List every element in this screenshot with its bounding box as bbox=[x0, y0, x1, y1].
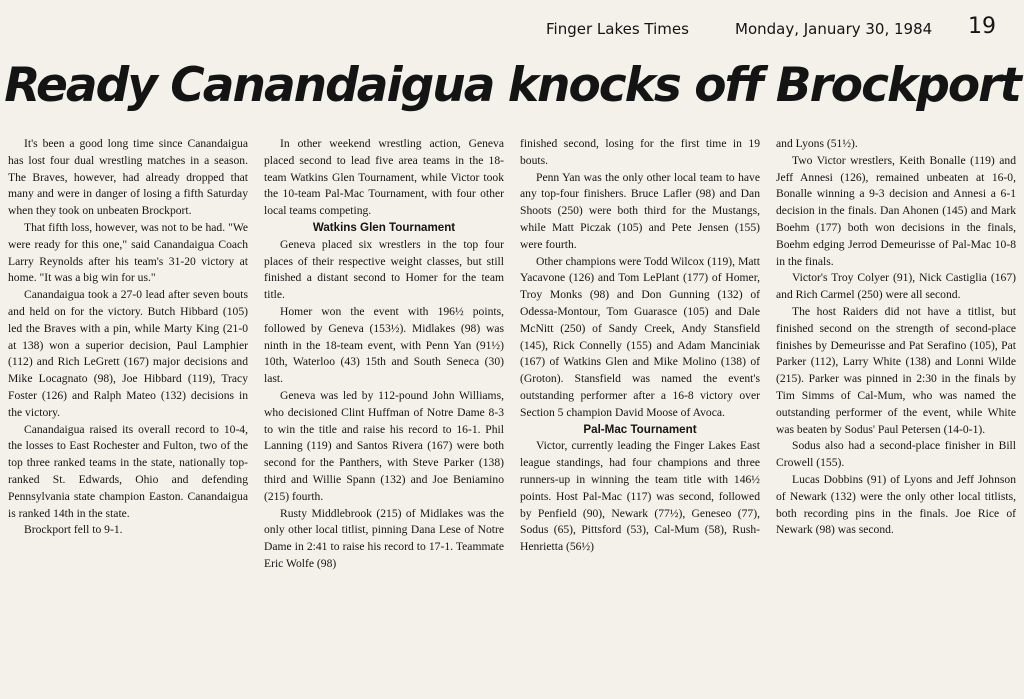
section-subhead: Watkins Glen Tournament bbox=[312, 220, 456, 234]
newspaper-name: Finger Lakes Times bbox=[546, 20, 689, 38]
paragraph: The host Raiders did not have a titlist, but finished second on the strength of second-place finishes by Demeurisse and Pat Serafino (105), Pat Parker (112), Larry White (138) and Lonni Wilde (215). Parker was pinned in 2:30 in the finals by Tim Simms of Cal-Mum, who was named the outstanding performer of the event, while White was beaten by Sodus' Paul Petersen (14-0-1). bbox=[776, 304, 1016, 436]
paragraph: Victor's Troy Colyer (91), Nick Castiglia (167) and Rich Carmel (250) were all second. bbox=[776, 271, 1016, 302]
article-body bbox=[8, 136, 1018, 696]
article-headline: Ready Canandaigua knocks off Brockport bbox=[4, 58, 1020, 113]
column-1 bbox=[8, 136, 248, 696]
paragraph: It's been a good long time since Canandaigua has lost four dual wrestling matches in a season. The Braves, however, had already dropped that many and were in danger of losing a fifth Saturday when they took on unbeaten Brockport. bbox=[8, 137, 248, 218]
masthead bbox=[0, 16, 1024, 42]
issue-date: Monday, January 30, 1984 bbox=[735, 20, 933, 38]
paragraph: Brockport fell to 9-1. bbox=[24, 523, 123, 537]
column-4 bbox=[776, 136, 1016, 696]
paragraph: Geneva placed six wrestlers in the top four places of their respective weight classes, but still finished a distant second to Homer for the team title. bbox=[264, 237, 504, 302]
paragraph: In other weekend wrestling action, Geneva placed second to lead five area teams in the 18-team Watkins Glen Tournament, while Victor took the 10-team Pal-Mac Tournament, with four other local teams competing. bbox=[264, 137, 504, 218]
paragraph: Rusty Middlebrook (215) of Midlakes was the only other local titlist, pinning Dana Lese of Notre Dame in 2:41 to raise his record to 17-1. Teammate Eric Wolfe (98) bbox=[264, 506, 504, 570]
section-subhead: Pal-Mac Tournament bbox=[583, 422, 697, 436]
paragraph: Victor, currently leading the Finger Lakes East league standings, had four champions and three runners-up in winning the team title with 146½ points. Host Pal-Mac (117) was second, followed by Penfield (90), Newark (77½), Geneseo (77), Sodus (65), Pittsford (53), Cal-Mum (58), Rush-Henrietta (56½) bbox=[520, 439, 760, 554]
paragraph: Homer won the event with 196½ points, followed by Geneva (153½). Midlakes (98) was ninth in the 18-team event, with Penn Yan (91½) 10th, Waterloo (43) 15th and South Seneca (30) last. bbox=[264, 304, 504, 386]
paragraph: finished second, losing for the first time in 19 bouts. bbox=[520, 137, 760, 167]
paragraph: Canandaigua took a 27-0 lead after seven bouts and held on for the victory. Butch Hibbard (105) led the Braves with a pin, while Marty King (21-0 at 138) won a superior decision, Paul Lamphier (112) and Rich LeGrett (167) major decisions and Mike Locagnato (98), Joe Hibbard (119), Tracy Foster (126) and Ralph Mateo (132) decisions in the victory. bbox=[8, 288, 248, 419]
paragraph: Other champions were Todd Wilcox (119), Matt Yacavone (126) and Tom LePlant (177) of Homer, Troy Monks (98) and Don Gunning (132) of Odessa-Montour, Tom Guarasce (105) and Dale McNitt (250) of Sandy Creek, Andy Stansfield (145), Rick Connelly (155) and Adam Manciniak (167) of Watkins Glen and Mike Molino (138) of (Groton). Stansfield was named the event's outstanding performer after a 16-8 victory over Section 5 champion David Moose of Avoca. bbox=[520, 254, 760, 419]
paragraph: Penn Yan was the only other local team to have any top-four finishers. Bruce Lafler (98) and Dan Shoots (250) were both third for the Mustangs, while Matt Piczak (105) and Pete Jensen (155) were fourth. bbox=[520, 170, 760, 251]
paragraph: Lucas Dobbins (91) of Lyons and Jeff Johnson of Newark (132) were the only other local titlists, both recording pins in the finals. Joe Rice of Newark (98) was second. bbox=[776, 472, 1016, 537]
paragraph: and Lyons (51½). bbox=[776, 137, 858, 150]
paragraph: Sodus also had a second-place finisher in Bill Crowell (155). bbox=[776, 439, 1016, 470]
paragraph: Two Victor wrestlers, Keith Bonalle (119) and Jeff Annesi (126), remained unbeaten at 16-0, Bonalle winning a 9-3 decision and Annesi a 6-1 decision in the finals. Dan Ahonen (145) and Mark Boehm (177) both won decisions in the finals, Boehm edging Jerrod Demeurisse of Pal-Mac 10-8 in the finals. bbox=[776, 153, 1016, 268]
page-number: 19 bbox=[968, 14, 996, 39]
paragraph: Canandaigua raised its overall record to 10-4, the losses to East Rochester and Fulton, two of the top three ranked teams in the state, nationally top-ranked St. Edwards, Ohio and defending Pennsylvania state champion Easton. Canandaigua is ranked 14th in the state. bbox=[8, 422, 248, 520]
column-2 bbox=[264, 136, 504, 696]
column-3 bbox=[520, 136, 760, 696]
paragraph: That fifth loss, however, was not to be had. "We were ready for this one," said Canandaigua Coach Larry Reynolds after his team's 31-20 victory at home. "It was a big win for us." bbox=[8, 220, 248, 285]
paragraph: Geneva was led by 112-pound John Williams, who decisioned Clint Huffman of Notre Dame 8-3 to win the title and raise his record to 16-1. Phil Lanning (119) and Santos Rivera (167) were both second for the Panthers, with Steve Parker (138) third and Willie Spann (132) and Joe Beniamino (215) fourth. bbox=[264, 388, 504, 503]
